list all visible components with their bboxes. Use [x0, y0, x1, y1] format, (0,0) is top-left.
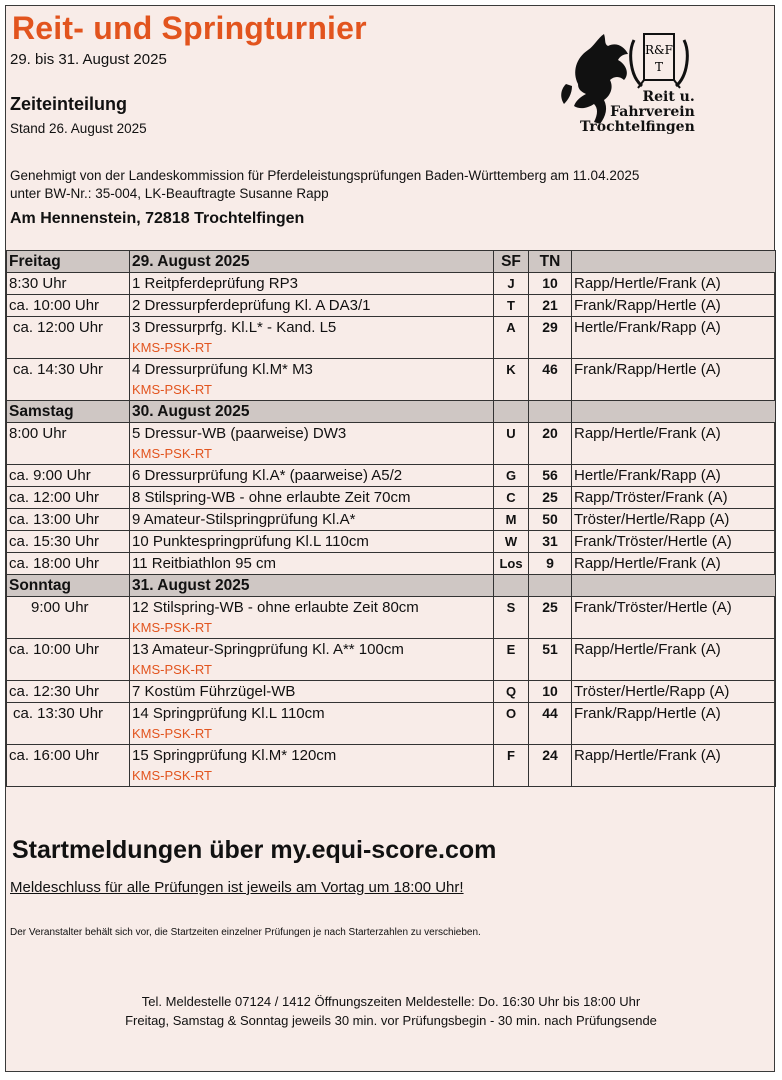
event-cell [130, 553, 494, 575]
day-header-row [7, 575, 776, 597]
sf-code: A [494, 317, 529, 359]
sf-code: T [494, 295, 529, 317]
registration-heading: Startmeldungen über my.equi-score.com [12, 836, 497, 864]
start-time: 8:30 Uhr [7, 273, 130, 295]
sf-code: E [494, 639, 529, 681]
table-row [7, 639, 776, 681]
tn-count: 20 [529, 423, 572, 465]
sf-code: S [494, 597, 529, 639]
sf-code: G [494, 465, 529, 487]
day-name: Samstag [7, 401, 130, 423]
sf-code: F [494, 745, 529, 787]
page-title: Reit- und Springturnier [12, 10, 367, 46]
day-name: Sonntag [7, 575, 130, 597]
event-name: 10 Punktespringprüfung Kl.L 110cm [132, 533, 369, 550]
start-time: ca. 15:30 Uhr [7, 531, 130, 553]
day-header-row [7, 401, 776, 423]
table-row [7, 295, 776, 317]
start-time: ca. 12:00 Uhr [7, 317, 130, 359]
table-row [7, 745, 776, 787]
kms-tag: KMS-PSK-RT [132, 446, 212, 461]
start-time: 9:00 Uhr [7, 597, 130, 639]
start-time: ca. 13:00 Uhr [7, 509, 130, 531]
event-name: 12 Stilspring-WB - ohne erlaubte Zeit 80cm [132, 599, 419, 616]
table-row [7, 487, 776, 509]
event-name: 1 Reitpferdeprüfung RP3 [132, 275, 298, 292]
sf-column-header [494, 401, 529, 423]
tn-count: 46 [529, 359, 572, 401]
event-cell [130, 639, 494, 681]
contact-line-1: Tel. Meldestelle 07124 / 1412 Öffnungszeiten Meldestelle: Do. 16:30 Uhr bis 18:00 Uhr [141, 994, 641, 1009]
sf-column-header: SF [494, 251, 529, 273]
event-name: 14 Springprüfung Kl.L 110cm [132, 705, 325, 722]
contact-info [6, 992, 776, 1030]
event-cell [130, 597, 494, 639]
logo-monogram-sub: T [654, 60, 664, 74]
table-row [7, 531, 776, 553]
event-cell [130, 465, 494, 487]
event-name: 15 Springprüfung Kl.M* 120cm [132, 747, 337, 764]
table-row [7, 359, 776, 401]
judges: Rapp/Hertle/Frank (A) [572, 639, 776, 681]
table-row [7, 703, 776, 745]
tn-column-header [529, 401, 572, 423]
table-row [7, 597, 776, 639]
judges: Rapp/Tröster/Frank (A) [572, 487, 776, 509]
sf-code: W [494, 531, 529, 553]
event-cell [130, 509, 494, 531]
day-header-empty [572, 401, 776, 423]
event-dates: 29. bis 31. August 2025 [10, 51, 167, 68]
start-time: ca. 12:00 Uhr [7, 487, 130, 509]
tn-count: 51 [529, 639, 572, 681]
status-date: Stand 26. August 2025 [10, 121, 147, 136]
tn-column-header [529, 575, 572, 597]
sf-code: J [494, 273, 529, 295]
event-name: 3 Dressurprfg. Kl.L* - Kand. L5 [132, 319, 337, 336]
event-cell [130, 317, 494, 359]
contact-line-2: Freitag, Samstag & Sonntag jeweils 30 min. vor Prüfungsbegin - 30 min. nach Prüfungsende [125, 1013, 657, 1028]
event-name: 8 Stilspring-WB - ohne erlaubte Zeit 70cm [132, 489, 411, 506]
judges: Hertle/Frank/Rapp (A) [572, 317, 776, 359]
event-name: 4 Dressurprüfung Kl.M* M3 [132, 361, 313, 378]
day-date: 29. August 2025 [130, 251, 494, 273]
day-header-empty [572, 251, 776, 273]
sf-code: M [494, 509, 529, 531]
start-time: ca. 16:00 Uhr [7, 745, 130, 787]
day-date: 30. August 2025 [130, 401, 494, 423]
start-time: ca. 10:00 Uhr [7, 639, 130, 681]
start-time: ca. 14:30 Uhr [7, 359, 130, 401]
tn-count: 10 [529, 273, 572, 295]
judges: Rapp/Hertle/Frank (A) [572, 273, 776, 295]
table-row [7, 423, 776, 465]
approval-notice [10, 167, 639, 203]
event-cell [130, 531, 494, 553]
tn-count: 31 [529, 531, 572, 553]
table-row [7, 465, 776, 487]
start-time: ca. 13:30 Uhr [7, 703, 130, 745]
start-time: ca. 10:00 Uhr [7, 295, 130, 317]
judges: Frank/Rapp/Hertle (A) [572, 295, 776, 317]
organizer-disclaimer: Der Veranstalter behält sich vor, die Startzeiten einzelner Prüfungen je nach Starterzahlen zu verschieben. [10, 927, 481, 938]
day-header-row [7, 251, 776, 273]
judges: Frank/Rapp/Hertle (A) [572, 359, 776, 401]
schedule-page [5, 5, 775, 1072]
start-time: ca. 12:30 Uhr [7, 681, 130, 703]
kms-tag: KMS-PSK-RT [132, 340, 212, 355]
event-name: 5 Dressur-WB (paarweise) DW3 [132, 425, 347, 442]
schedule-table [6, 250, 776, 787]
tn-count: 24 [529, 745, 572, 787]
deadline-notice: Meldeschluss für alle Prüfungen ist jeweils am Vortag um 18:00 Uhr! [10, 879, 464, 896]
event-cell [130, 423, 494, 465]
judges: Rapp/Hertle/Frank (A) [572, 553, 776, 575]
judges: Tröster/Hertle/Rapp (A) [572, 681, 776, 703]
event-cell [130, 703, 494, 745]
logo-line-3: Trochtelfingen [580, 119, 695, 135]
event-cell [130, 295, 494, 317]
judges: Tröster/Hertle/Rapp (A) [572, 509, 776, 531]
tn-count: 25 [529, 597, 572, 639]
logo-line-1: Reit u. [642, 89, 695, 105]
event-name: 7 Kostüm Führzügel-WB [132, 683, 296, 700]
event-name: 9 Amateur-Stilspringprüfung Kl.A* [132, 511, 356, 528]
event-name: 6 Dressurprüfung Kl.A* (paarweise) A5/2 [132, 467, 403, 484]
event-name: 13 Amateur-Springprüfung Kl. A** 100cm [132, 641, 404, 658]
sf-code: C [494, 487, 529, 509]
tn-count: 10 [529, 681, 572, 703]
event-cell [130, 273, 494, 295]
tn-count: 9 [529, 553, 572, 575]
venue-address: Am Hennenstein, 72818 Trochtelfingen [10, 210, 305, 227]
start-time: 8:00 Uhr [7, 423, 130, 465]
event-cell [130, 487, 494, 509]
tn-column-header: TN [529, 251, 572, 273]
event-cell [130, 359, 494, 401]
event-cell [130, 745, 494, 787]
event-name: 11 Reitbiathlon 95 cm [132, 555, 276, 572]
club-logo-text [580, 90, 695, 135]
judges: Frank/Rapp/Hertle (A) [572, 703, 776, 745]
sf-column-header [494, 575, 529, 597]
event-name: 2 Dressurpferdeprüfung Kl. A DA3/1 [132, 297, 371, 314]
table-row [7, 553, 776, 575]
day-name: Freitag [7, 251, 130, 273]
kms-tag: KMS-PSK-RT [132, 662, 212, 677]
judges: Hertle/Frank/Rapp (A) [572, 465, 776, 487]
sf-code: O [494, 703, 529, 745]
start-time: ca. 9:00 Uhr [7, 465, 130, 487]
tn-count: 21 [529, 295, 572, 317]
sf-code: U [494, 423, 529, 465]
kms-tag: KMS-PSK-RT [132, 382, 212, 397]
tn-count: 56 [529, 465, 572, 487]
tn-count: 25 [529, 487, 572, 509]
judges: Rapp/Hertle/Frank (A) [572, 745, 776, 787]
start-time: ca. 18:00 Uhr [7, 553, 130, 575]
section-heading: Zeiteinteilung [10, 94, 127, 114]
kms-tag: KMS-PSK-RT [132, 620, 212, 635]
sf-code: Los [494, 553, 529, 575]
tn-count: 29 [529, 317, 572, 359]
table-row [7, 681, 776, 703]
day-date: 31. August 2025 [130, 575, 494, 597]
judges: Rapp/Hertle/Frank (A) [572, 423, 776, 465]
logo-line-2: Fahrverein [610, 104, 695, 120]
table-row [7, 273, 776, 295]
approval-line-2: unter BW-Nr.: 35-004, LK-Beauftragte Susanne Rapp [10, 186, 329, 201]
judges: Frank/Tröster/Hertle (A) [572, 531, 776, 553]
kms-tag: KMS-PSK-RT [132, 726, 212, 741]
judges: Frank/Tröster/Hertle (A) [572, 597, 776, 639]
logo-monogram: R&F [644, 43, 674, 57]
sf-code: Q [494, 681, 529, 703]
tn-count: 44 [529, 703, 572, 745]
table-row [7, 509, 776, 531]
kms-tag: KMS-PSK-RT [132, 768, 212, 783]
tn-count: 50 [529, 509, 572, 531]
sf-code: K [494, 359, 529, 401]
event-cell [130, 681, 494, 703]
day-header-empty [572, 575, 776, 597]
approval-line-1: Genehmigt von der Landeskommission für Pferdeleistungsprüfungen Baden-Württemberg am 11.04.2025 [10, 168, 640, 183]
table-row [7, 317, 776, 359]
